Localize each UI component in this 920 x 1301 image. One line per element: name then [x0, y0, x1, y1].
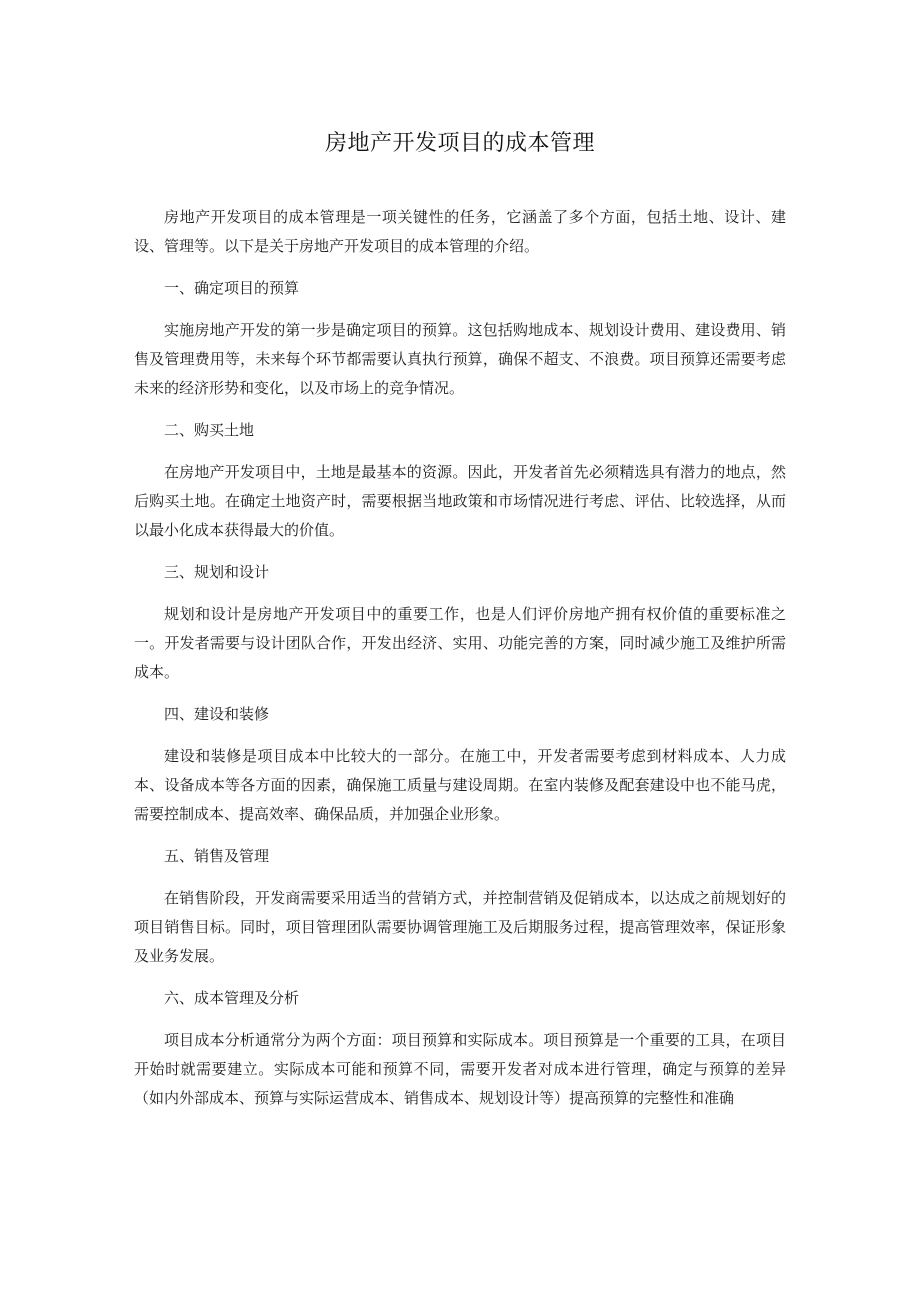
section-heading-2: 二、购买土地 — [164, 421, 255, 439]
section-heading-3: 三、规划和设计 — [164, 563, 270, 581]
section-body-5: 在销售阶段，开发商需要采用适当的营销方式，并控制营销及促销成本，以达成之前规划好的项目销售目标。同时，项目管理团队需要协调管理施工及后期服务过程，提高管理效率，保证形象及业务发展。 — [134, 889, 786, 965]
section-heading-6: 六、成本管理及分析 — [164, 989, 300, 1007]
document-title: 房地产开发项目的成本管理 — [324, 131, 595, 156]
section-body-3: 规划和设计是房地产开发项目中的重要工作，也是人们评价房地产拥有权价值的重要标准之一。开发者需要与设计团队合作，开发出经济、实用、功能完善的方案，同时减少施工及维护所需成本。 — [134, 605, 786, 681]
section-body-2: 在房地产开发项目中，土地是最基本的资源。因此，开发者首先必须精选具有潜力的地点，然后购买土地。在确定土地资产时，需要根据当地政策和市场情况进行考虑、评估、比较选择，从而以最小化成本获得最大的价值。 — [134, 463, 786, 539]
section-body-4: 建设和装修是项目成本中比较大的一部分。在施工中，开发者需要考虑到材料成本、人力成本、设备成本等各方面的因素，确保施工质量与建设周期。在室内装修及配套建设中也不能马虎，需要控制成本、提高效率、确保品质，并加强企业形象。 — [134, 747, 786, 823]
section-heading-1: 一、确定项目的预算 — [164, 279, 300, 297]
intro-paragraph: 房地产开发项目的成本管理是一项关键性的任务，它涵盖了多个方面，包括土地、设计、建设、管理等。以下是关于房地产开发项目的成本管理的介绍。 — [134, 208, 786, 255]
section-heading-5: 五、销售及管理 — [164, 847, 270, 865]
section-body-1: 实施房地产开发的第一步是确定项目的预算。这包括购地成本、规划设计费用、建设费用、销售及管理费用等，未来每个环节都需要认真执行预算，确保不超支、不浪费。项目预算还需要考虑未来的经济形势和变化，以及市场上的竞争情况。 — [134, 321, 786, 397]
section-body-6: 项目成本分析通常分为两个方面：项目预算和实际成本。项目预算是一个重要的工具，在项目开始时就需要建立。实际成本可能和预算不同，需要开发者对成本进行管理，确定与预算的差异（如内外部成本、预算与实际运营成本、销售成本、规划设计等）提高预算的完整性和准确 — [134, 1031, 786, 1107]
document-body — [134, 203, 786, 1113]
section-heading-4: 四、建设和装修 — [164, 705, 270, 723]
